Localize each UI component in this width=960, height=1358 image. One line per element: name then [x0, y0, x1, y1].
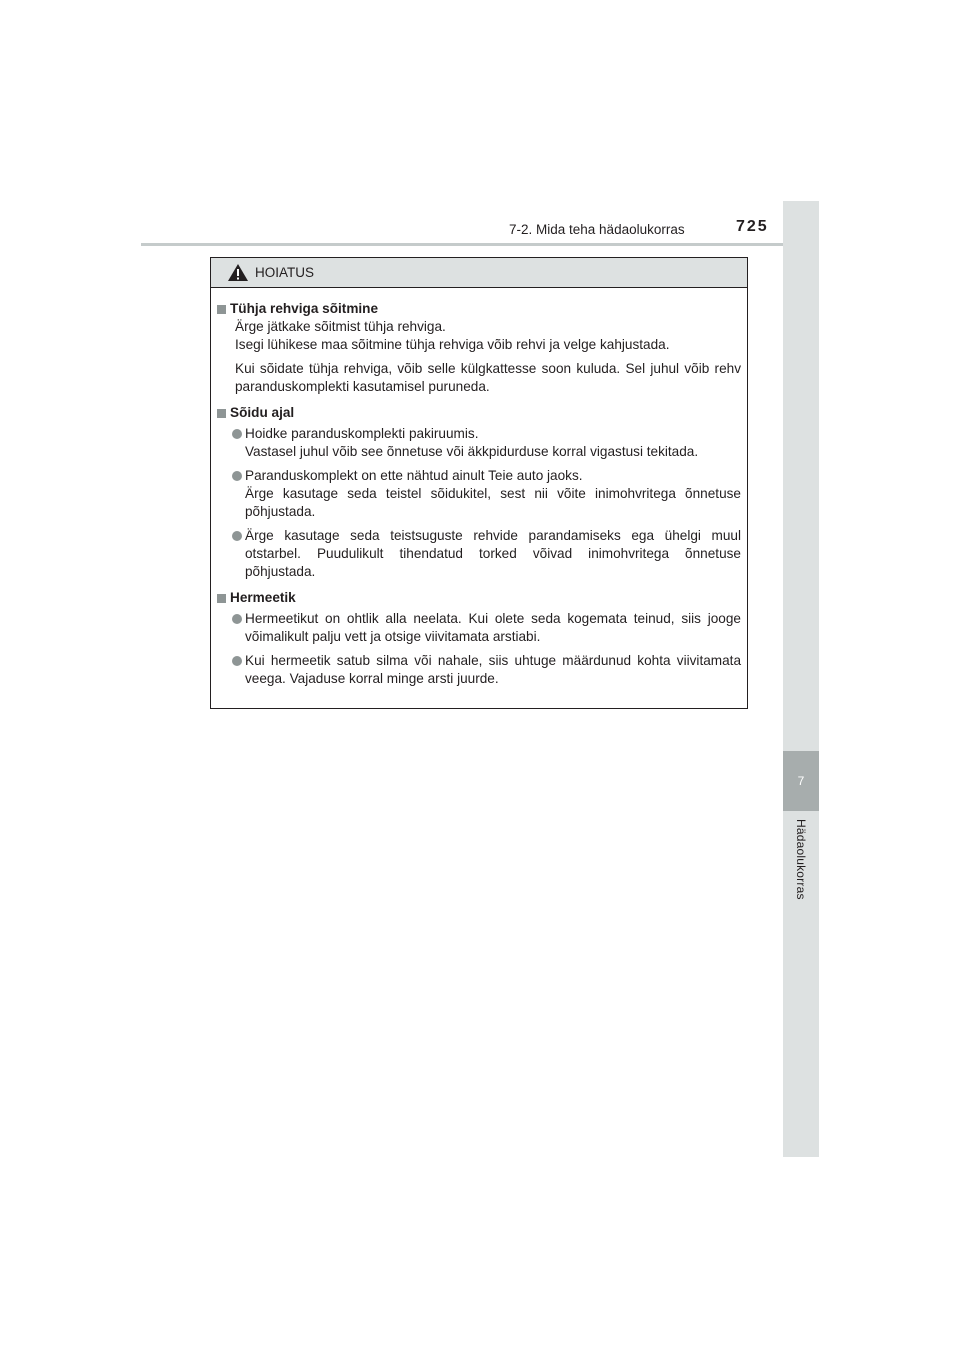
- header-rule: [141, 243, 819, 246]
- section-heading: [217, 589, 741, 607]
- circle-bullet-icon: [232, 429, 242, 439]
- paragraph: Ärge jätkake sõitmist tühja rehviga.: [235, 319, 446, 334]
- paragraph: Isegi lühikese maa sõitmine tühja rehviga võib rehvi ja velge kahjustada.: [235, 337, 670, 352]
- section-heading-text: Sõidu ajal: [230, 405, 295, 420]
- section-heading: [217, 300, 741, 318]
- list-item-text: Vastasel juhul võib see õnnetuse või äkkpidurduse korral vigastusi tekitada.: [245, 444, 699, 459]
- warning-header: [211, 258, 747, 288]
- list-item-lead: Ärge kasutage seda teistsuguste rehvide parandamiseks ega ühelgi muul otstarbel. Puudulikult tihendatud torked võivad inimohvritega õnnetuse põhjustada.: [245, 528, 741, 579]
- list-item-lead: Hermeetikut on ohtlik alla neelata. Kui olete seda kogemata teinud, siis jooge võimalikult palju vett ja otsige viivitamata arstiabi.: [245, 611, 741, 644]
- circle-bullet-icon: [232, 471, 242, 481]
- list-item-text: Ärge kasutage seda teistel sõidukitel, sest nii võite inimohvritega õnnetuse põhjustada.: [245, 486, 741, 519]
- chapter-number-tab[interactable]: 7: [783, 751, 819, 811]
- chapter-sidebar: [783, 201, 819, 1157]
- list-item-lead: Paranduskomplekt on ette nähtud ainult Teie auto jaoks.: [245, 468, 583, 483]
- circle-bullet-icon: [232, 656, 242, 666]
- list-item: [232, 425, 741, 461]
- warning-triangle-icon: [227, 263, 249, 282]
- section-heading-text: Hermeetik: [230, 590, 296, 605]
- section-heading-text: Tühja rehviga sõitmine: [230, 301, 379, 316]
- list-item: [232, 652, 741, 688]
- paragraph: Kui sõidate tühja rehviga, võib selle külgkattesse soon kuluda. Sel juhul võib rehv paranduskomplekti kasutamisel puruneda.: [235, 361, 741, 394]
- list-item-lead: Kui hermeetik satub silma või nahale, siis uhtuge määrdunud kohta viivitamata veega. Vajaduse korral minge arsti juurde.: [245, 653, 741, 686]
- circle-bullet-icon: [232, 614, 242, 624]
- list-item-lead: Hoidke paranduskomplekti pakiruumis.: [245, 426, 479, 441]
- square-bullet-icon: [217, 305, 226, 314]
- warning-body: [211, 288, 747, 688]
- list-item: [232, 527, 741, 581]
- warning-box: [210, 257, 748, 709]
- list-item: [232, 610, 741, 646]
- square-bullet-icon: [217, 409, 226, 418]
- page-number: 725: [736, 218, 769, 235]
- square-bullet-icon: [217, 594, 226, 603]
- section-heading: [217, 404, 741, 422]
- warning-label: HOIATUS: [255, 265, 315, 280]
- list-item: [232, 467, 741, 521]
- circle-bullet-icon: [232, 531, 242, 541]
- section-title: 7-2. Mida teha hädaolukorras: [509, 222, 685, 237]
- chapter-name: Hädaolukorras: [794, 819, 808, 900]
